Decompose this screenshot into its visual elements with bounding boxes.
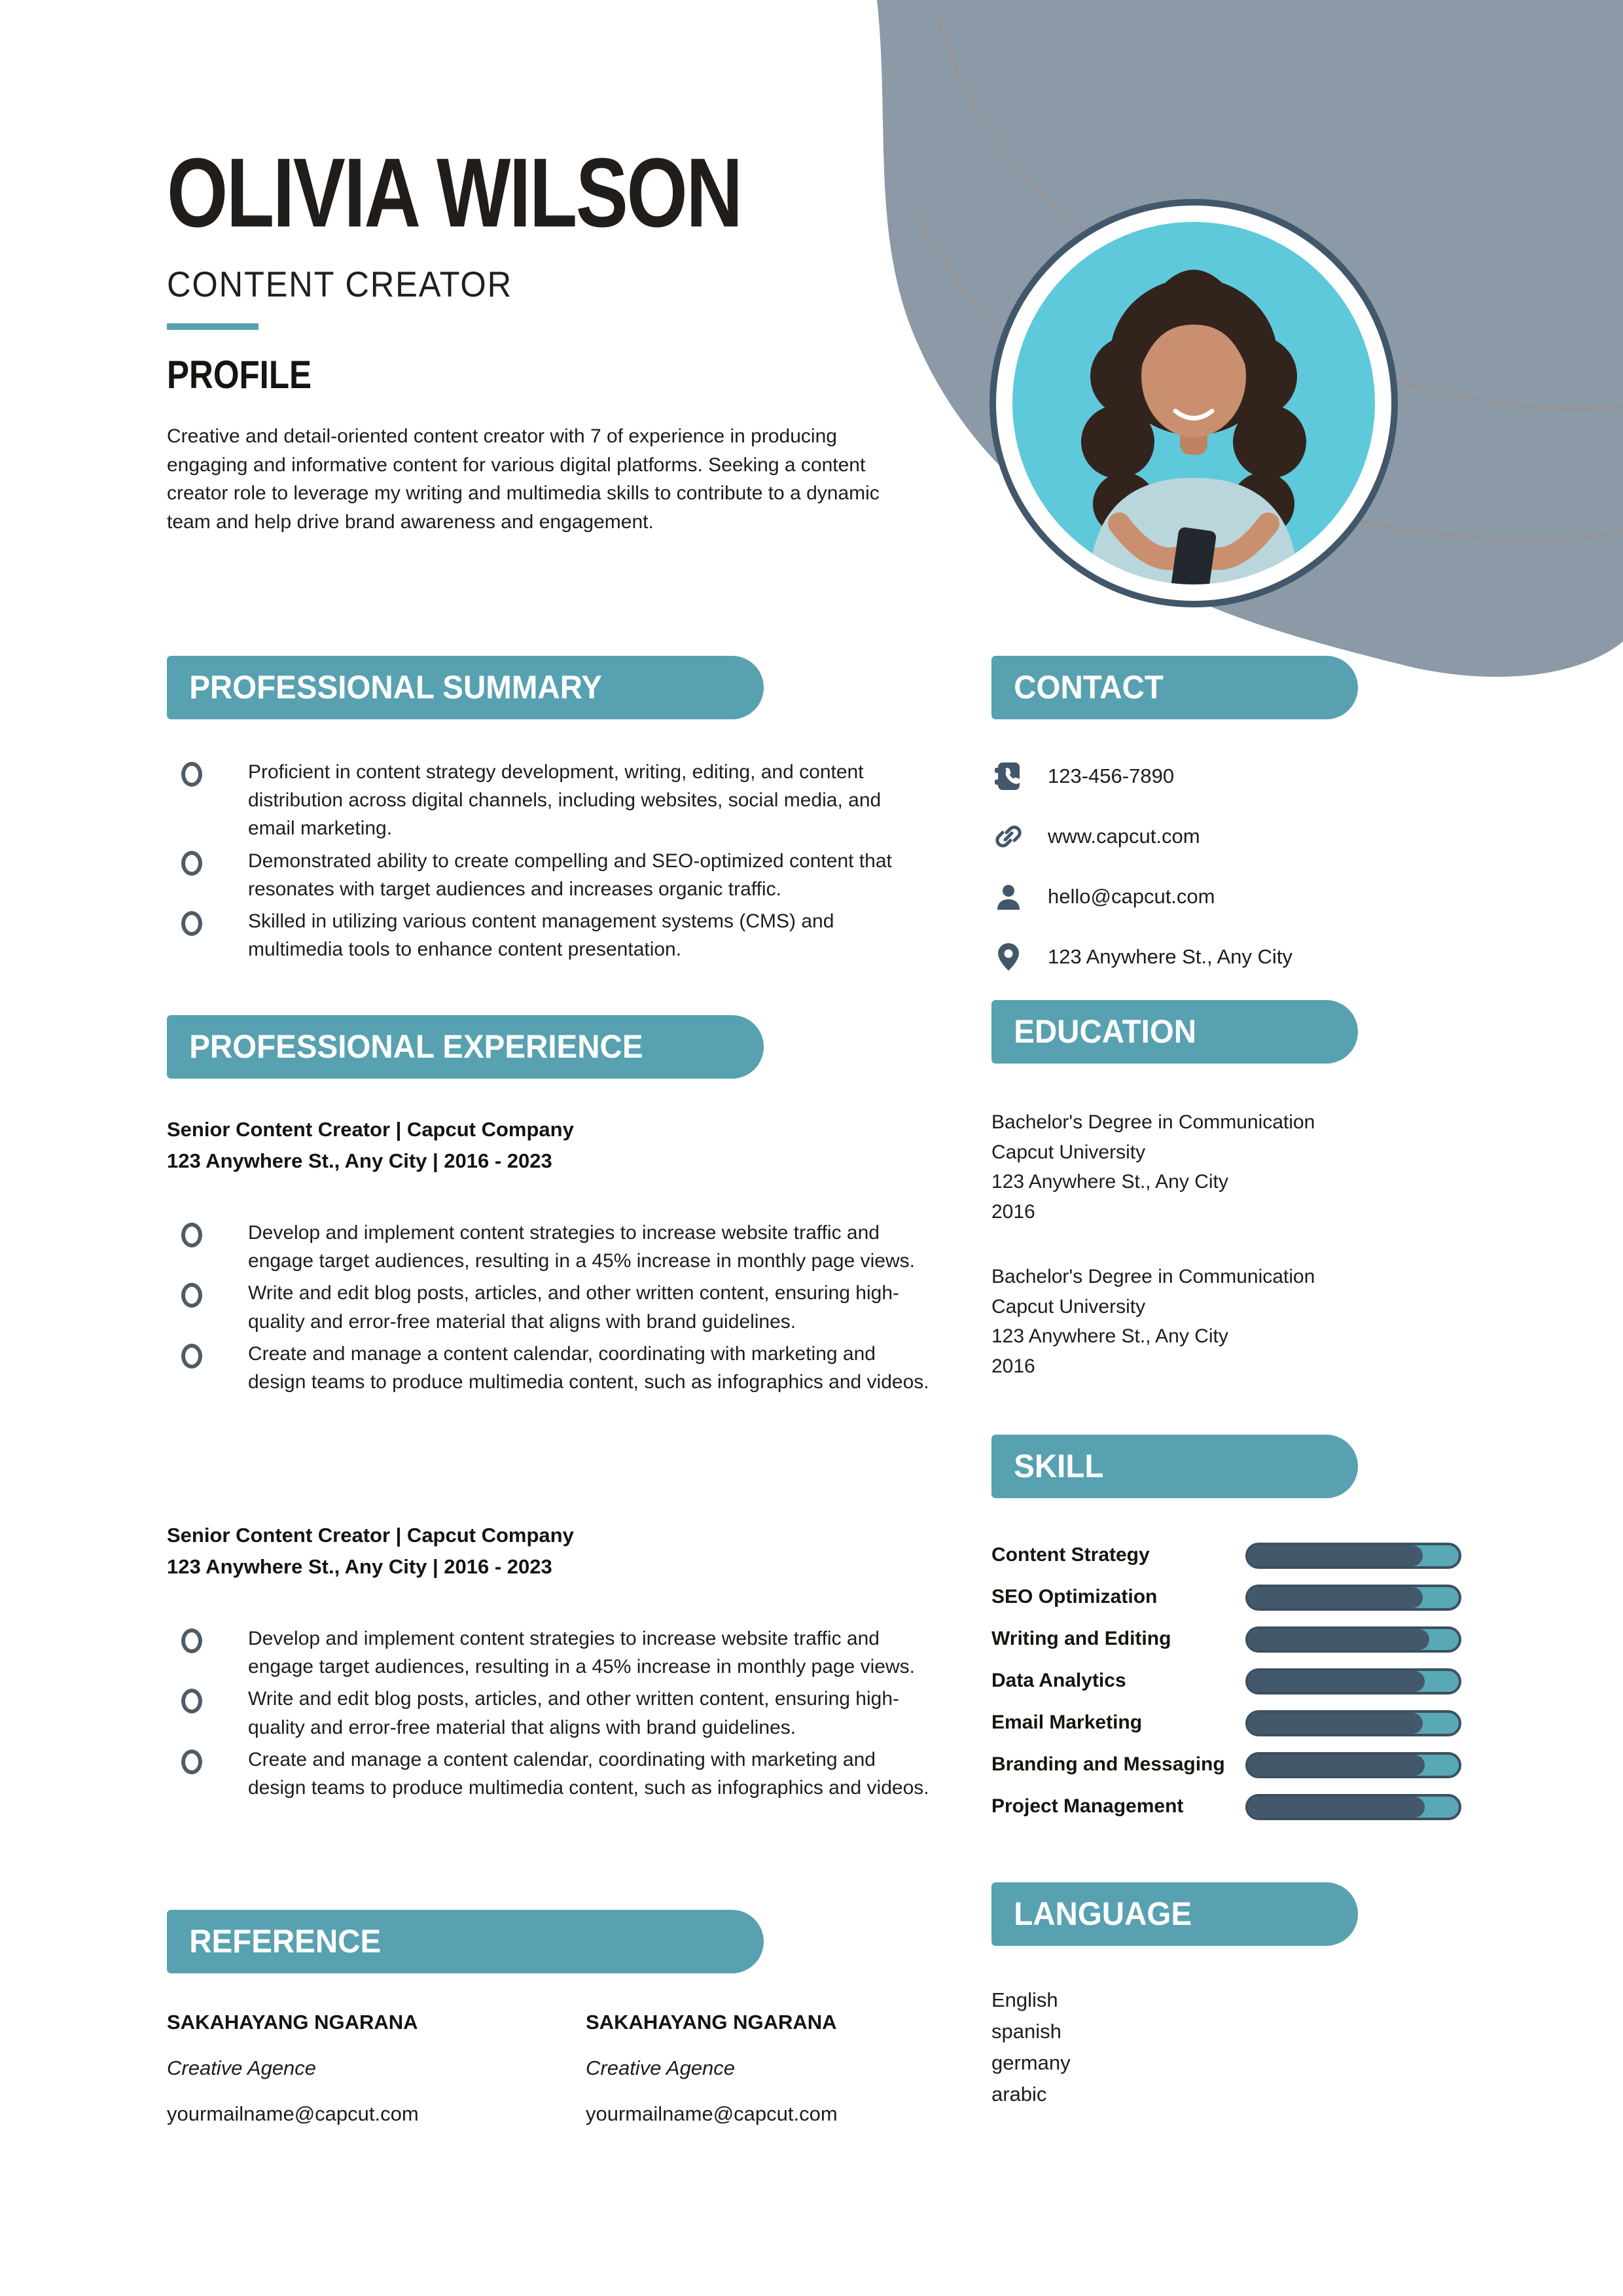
- circle-bullet-icon: [181, 762, 202, 787]
- circle-bullet-icon: [181, 1749, 202, 1774]
- job-bullets: [167, 1624, 933, 1806]
- skill-row: [991, 1538, 1476, 1580]
- circle-bullet-icon: [181, 1628, 202, 1653]
- summary-bullets: [167, 758, 933, 967]
- profile-heading: PROFILE: [167, 353, 312, 397]
- list-item: Proficient in content strategy development, writing, editing, and content distribution across digital channels, including websites, social media, and email marketing.: [167, 758, 933, 843]
- phone-icon: [993, 761, 1024, 792]
- circle-bullet-icon: [181, 1344, 202, 1369]
- skill-banner: [991, 1435, 1358, 1498]
- skill-bar: [1245, 1543, 1461, 1569]
- skill-bar-fill: [1248, 1545, 1423, 1566]
- skill-bar-fill: [1248, 1587, 1423, 1608]
- list-item: Write and edit blog posts, articles, and other written content, ensuring high-quality and error-free material that aligns with brand guidelines.: [167, 1685, 933, 1741]
- header-decoration: [851, 0, 1623, 707]
- education-school: Capcut University: [991, 1141, 1146, 1163]
- list-item: Skilled in utilizing various content management systems (CMS) and multimedia tools to enhance content presentation.: [167, 907, 933, 963]
- list-item: Create and manage a content calendar, coordinating with marketing and design teams to produce multimedia content, such as infographics and videos.: [167, 1340, 933, 1396]
- contact-banner: [991, 656, 1358, 719]
- skill-row: [991, 1706, 1476, 1748]
- skill-heading: SKILL: [1014, 1448, 1104, 1484]
- education-year: 2016: [991, 1355, 1035, 1377]
- circle-bullet-icon: [181, 911, 202, 936]
- contact-list: [991, 761, 1476, 1001]
- reference-name: SAKAHAYANG NGARANA: [167, 2011, 418, 2034]
- reference-entry: [586, 2011, 965, 2126]
- contact-row: [991, 881, 1476, 912]
- education-entry: [991, 1107, 1476, 1227]
- language-heading: LANGUAGE: [1014, 1895, 1192, 1932]
- summary-banner: [167, 656, 764, 719]
- skill-row: [991, 1664, 1476, 1706]
- skill-bar-fill: [1248, 1755, 1425, 1776]
- skill-label: Branding and Messaging: [991, 1753, 1225, 1775]
- education-banner: [991, 1000, 1358, 1064]
- reference-email: yourmailname@capcut.com: [586, 2102, 838, 2125]
- skill-bar: [1245, 1752, 1461, 1778]
- reference-name: SAKAHAYANG NGARANA: [586, 2011, 837, 2034]
- experience-heading: PROFESSIONAL EXPERIENCE: [189, 1028, 643, 1065]
- education-year: 2016: [991, 1200, 1035, 1223]
- contact-row: [991, 761, 1476, 792]
- language-item: English: [991, 1988, 1058, 2011]
- link-icon: [993, 821, 1024, 852]
- contact-heading: CONTACT: [1014, 669, 1164, 706]
- circle-bullet-icon: [181, 1689, 202, 1713]
- education-school: Capcut University: [991, 1295, 1146, 1318]
- profile-text: Creative and detail-oriented content creator with 7 of experience in producing engaging and informative content for various digital platforms. Seeking a content creator role to leverage my writing and multimedia skills to contribute to a dynamic team and help drive brand awareness and engagement.: [167, 425, 880, 533]
- job-title-line: Senior Content Creator | Capcut Company: [167, 1118, 574, 1141]
- skill-label: SEO Optimization: [991, 1586, 1158, 1607]
- contact-address: 123 Anywhere St., Any City: [1048, 945, 1293, 968]
- skill-row: [991, 1789, 1476, 1831]
- contact-email: hello@capcut.com: [1048, 885, 1215, 908]
- contact-phone: 123-456-7890: [1048, 764, 1175, 787]
- job-bullets: [167, 1219, 933, 1400]
- reference-entry: [167, 2011, 546, 2126]
- contact-row: [991, 821, 1476, 852]
- circle-bullet-icon: [181, 1283, 202, 1308]
- reference-company: Creative Agence: [586, 2056, 736, 2079]
- skill-row: [991, 1580, 1476, 1622]
- skill-bar-fill: [1248, 1713, 1423, 1734]
- circle-bullet-icon: [181, 1223, 202, 1247]
- skill-label: Writing and Editing: [991, 1628, 1171, 1649]
- skill-list: [991, 1538, 1476, 1831]
- accent-divider: [167, 323, 259, 330]
- skill-bar-fill: [1248, 1629, 1429, 1650]
- education-degree: Bachelor's Degree in Communication: [991, 1266, 1315, 1287]
- job-heading: [167, 1114, 574, 1177]
- list-item: Write and edit blog posts, articles, and other written content, ensuring high-quality and error-free material that aligns with brand guidelines.: [167, 1279, 933, 1335]
- contact-website: www.capcut.com: [1048, 825, 1200, 848]
- skill-row: [991, 1748, 1476, 1789]
- reference-banner: [167, 1910, 764, 1973]
- list-item: Develop and implement content strategies to increase website traffic and engage target audiences, resulting in a 45% increase in monthly page views.: [167, 1219, 933, 1275]
- circle-bullet-icon: [181, 851, 202, 876]
- job-heading: [167, 1520, 574, 1583]
- person-name: OLIVIA WILSON: [167, 137, 741, 247]
- skill-label: Project Management: [991, 1795, 1184, 1817]
- contact-row: [991, 941, 1476, 973]
- education-address: 123 Anywhere St., Any City: [991, 1325, 1228, 1348]
- language-banner: [991, 1882, 1358, 1946]
- person-job-title: CONTENT CREATOR: [167, 264, 513, 304]
- job-meta-line: 123 Anywhere St., Any City | 2016 - 2023: [167, 1149, 552, 1173]
- location-icon: [993, 941, 1024, 973]
- skill-bar: [1245, 1668, 1461, 1695]
- summary-heading: PROFESSIONAL SUMMARY: [189, 669, 602, 706]
- skill-bar-fill: [1248, 1671, 1425, 1692]
- skill-label: Content Strategy: [991, 1544, 1150, 1566]
- experience-banner: [167, 1015, 764, 1079]
- list-item: Create and manage a content calendar, coordinating with marketing and design teams to produce multimedia content, such as infographics and videos.: [167, 1746, 933, 1802]
- education-address: 123 Anywhere St., Any City: [991, 1171, 1228, 1193]
- skill-bar: [1245, 1626, 1461, 1653]
- language-item: spanish: [991, 2020, 1061, 2043]
- education-degree: Bachelor's Degree in Communication: [991, 1111, 1315, 1133]
- language-list: [991, 1984, 1071, 2110]
- job-meta-line: 123 Anywhere St., Any City | 2016 - 2023: [167, 1555, 552, 1579]
- skill-label: Data Analytics: [991, 1670, 1126, 1691]
- language-item: germany: [991, 2051, 1071, 2075]
- education-entry: [991, 1262, 1476, 1381]
- list-item: Develop and implement content strategies to increase website traffic and engage target audiences, resulting in a 45% increase in monthly page views.: [167, 1624, 933, 1681]
- skill-bar: [1245, 1794, 1461, 1820]
- language-item: arabic: [991, 2083, 1047, 2106]
- person-icon: [993, 881, 1024, 912]
- skill-row: [991, 1622, 1476, 1664]
- list-item: Demonstrated ability to create compelling and SEO-optimized content that resonates with target audiences and increases organic traffic.: [167, 847, 933, 903]
- job-title-line: Senior Content Creator | Capcut Company: [167, 1524, 574, 1547]
- education-heading: EDUCATION: [1014, 1013, 1197, 1050]
- skill-bar: [1245, 1710, 1461, 1736]
- reference-company: Creative Agence: [167, 2056, 317, 2079]
- skill-bar-fill: [1248, 1797, 1425, 1818]
- reference-heading: REFERENCE: [189, 1923, 382, 1960]
- reference-email: yourmailname@capcut.com: [167, 2102, 419, 2125]
- skill-bar: [1245, 1585, 1461, 1611]
- skill-label: Email Marketing: [991, 1712, 1143, 1733]
